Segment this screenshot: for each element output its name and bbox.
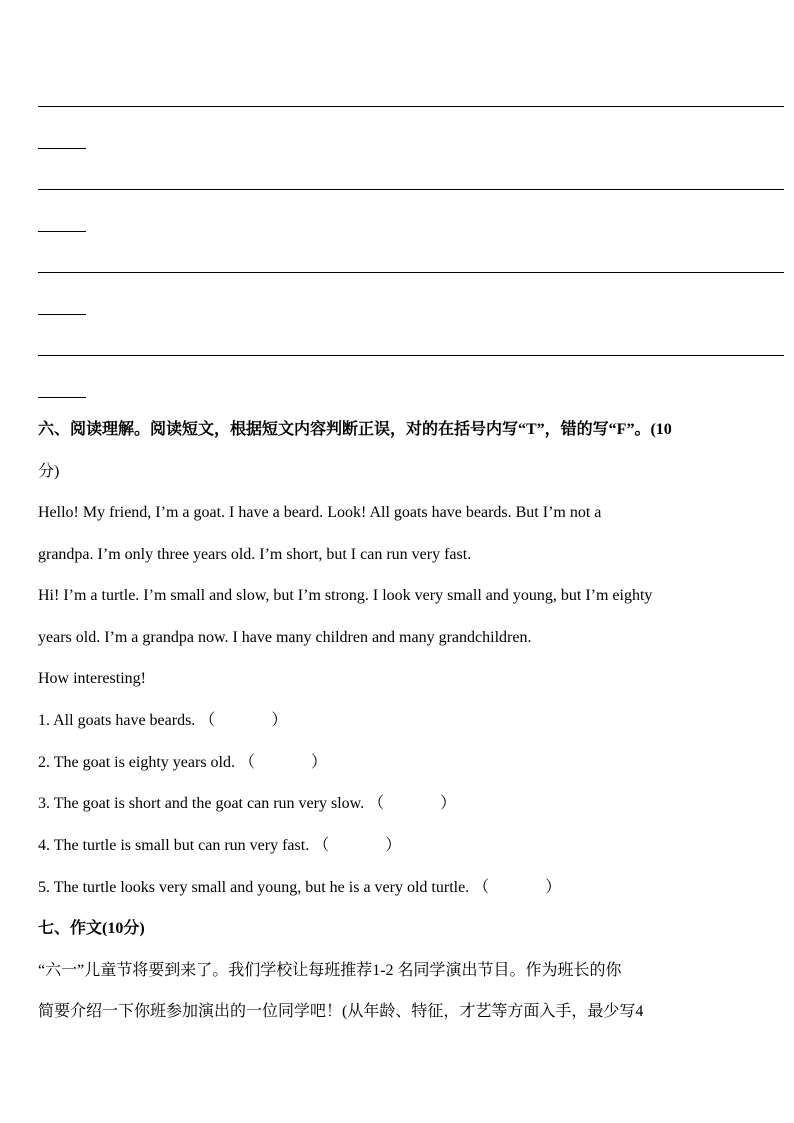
question-close: ） (545, 879, 562, 896)
passage-goat-line1: Hello! My friend, I’m a goat. I have a beard. Look! All goats have beards. But I’m not a (38, 504, 602, 521)
section7-prompt-line2: 简要介绍一下你班参加演出的一位同学吧！(从年龄、特征，才艺等方面入手，最少写4 (38, 1003, 644, 1020)
passage-turtle-line2: years old. I’m a grandpa now. I have many children and many grandchildren. (38, 629, 532, 646)
passage-closing: How interesting! (38, 670, 146, 687)
passage-turtle-line1: Hi! I’m a turtle. I’m small and slow, but I’m strong. I look very small and young, but I’m eighty (38, 587, 653, 604)
question-item (38, 878, 561, 898)
question-close: ） (385, 837, 402, 854)
section6-title: 六、阅读理解。阅读短文，根据短文内容判断正误，对的在括号内写“T”，错的写“F”。(10 (38, 421, 672, 438)
question-text: 3. The goat is short and the goat can run very slow. （ (38, 795, 385, 812)
passage-goat-line2: grandpa. I’m only three years old. I’m short, but I can run very fast. (38, 546, 472, 563)
question-close: ） (311, 754, 328, 771)
question-text: 1. All goats have beards. （ (38, 712, 216, 729)
section7-title: 七、作文(10分) (38, 920, 145, 937)
writing-line (38, 106, 784, 107)
writing-line-end (38, 231, 86, 232)
question-text: 5. The turtle looks very small and young, but he is a very old turtle. （ (38, 879, 490, 896)
writing-line (38, 272, 784, 273)
question-close: ） (440, 795, 457, 812)
section7-prompt-line1: “六一”儿童节将要到来了。我们学校让每班推荐1-2 名同学演出节目。作为班长的你 (38, 962, 622, 979)
writing-line-end (38, 397, 86, 398)
question-text: 2. The goat is eighty years old. （ (38, 754, 256, 771)
question-item (38, 711, 287, 731)
writing-line-end (38, 148, 86, 149)
question-close: ） (271, 712, 288, 729)
question-text: 4. The turtle is small but can run very fast. （ (38, 837, 330, 854)
question-item (38, 753, 327, 773)
section6-title-cont: 分) (38, 463, 60, 480)
writing-line-end (38, 314, 86, 315)
writing-line (38, 189, 784, 190)
question-item (38, 836, 401, 856)
question-item (38, 794, 456, 814)
writing-line (38, 355, 784, 356)
